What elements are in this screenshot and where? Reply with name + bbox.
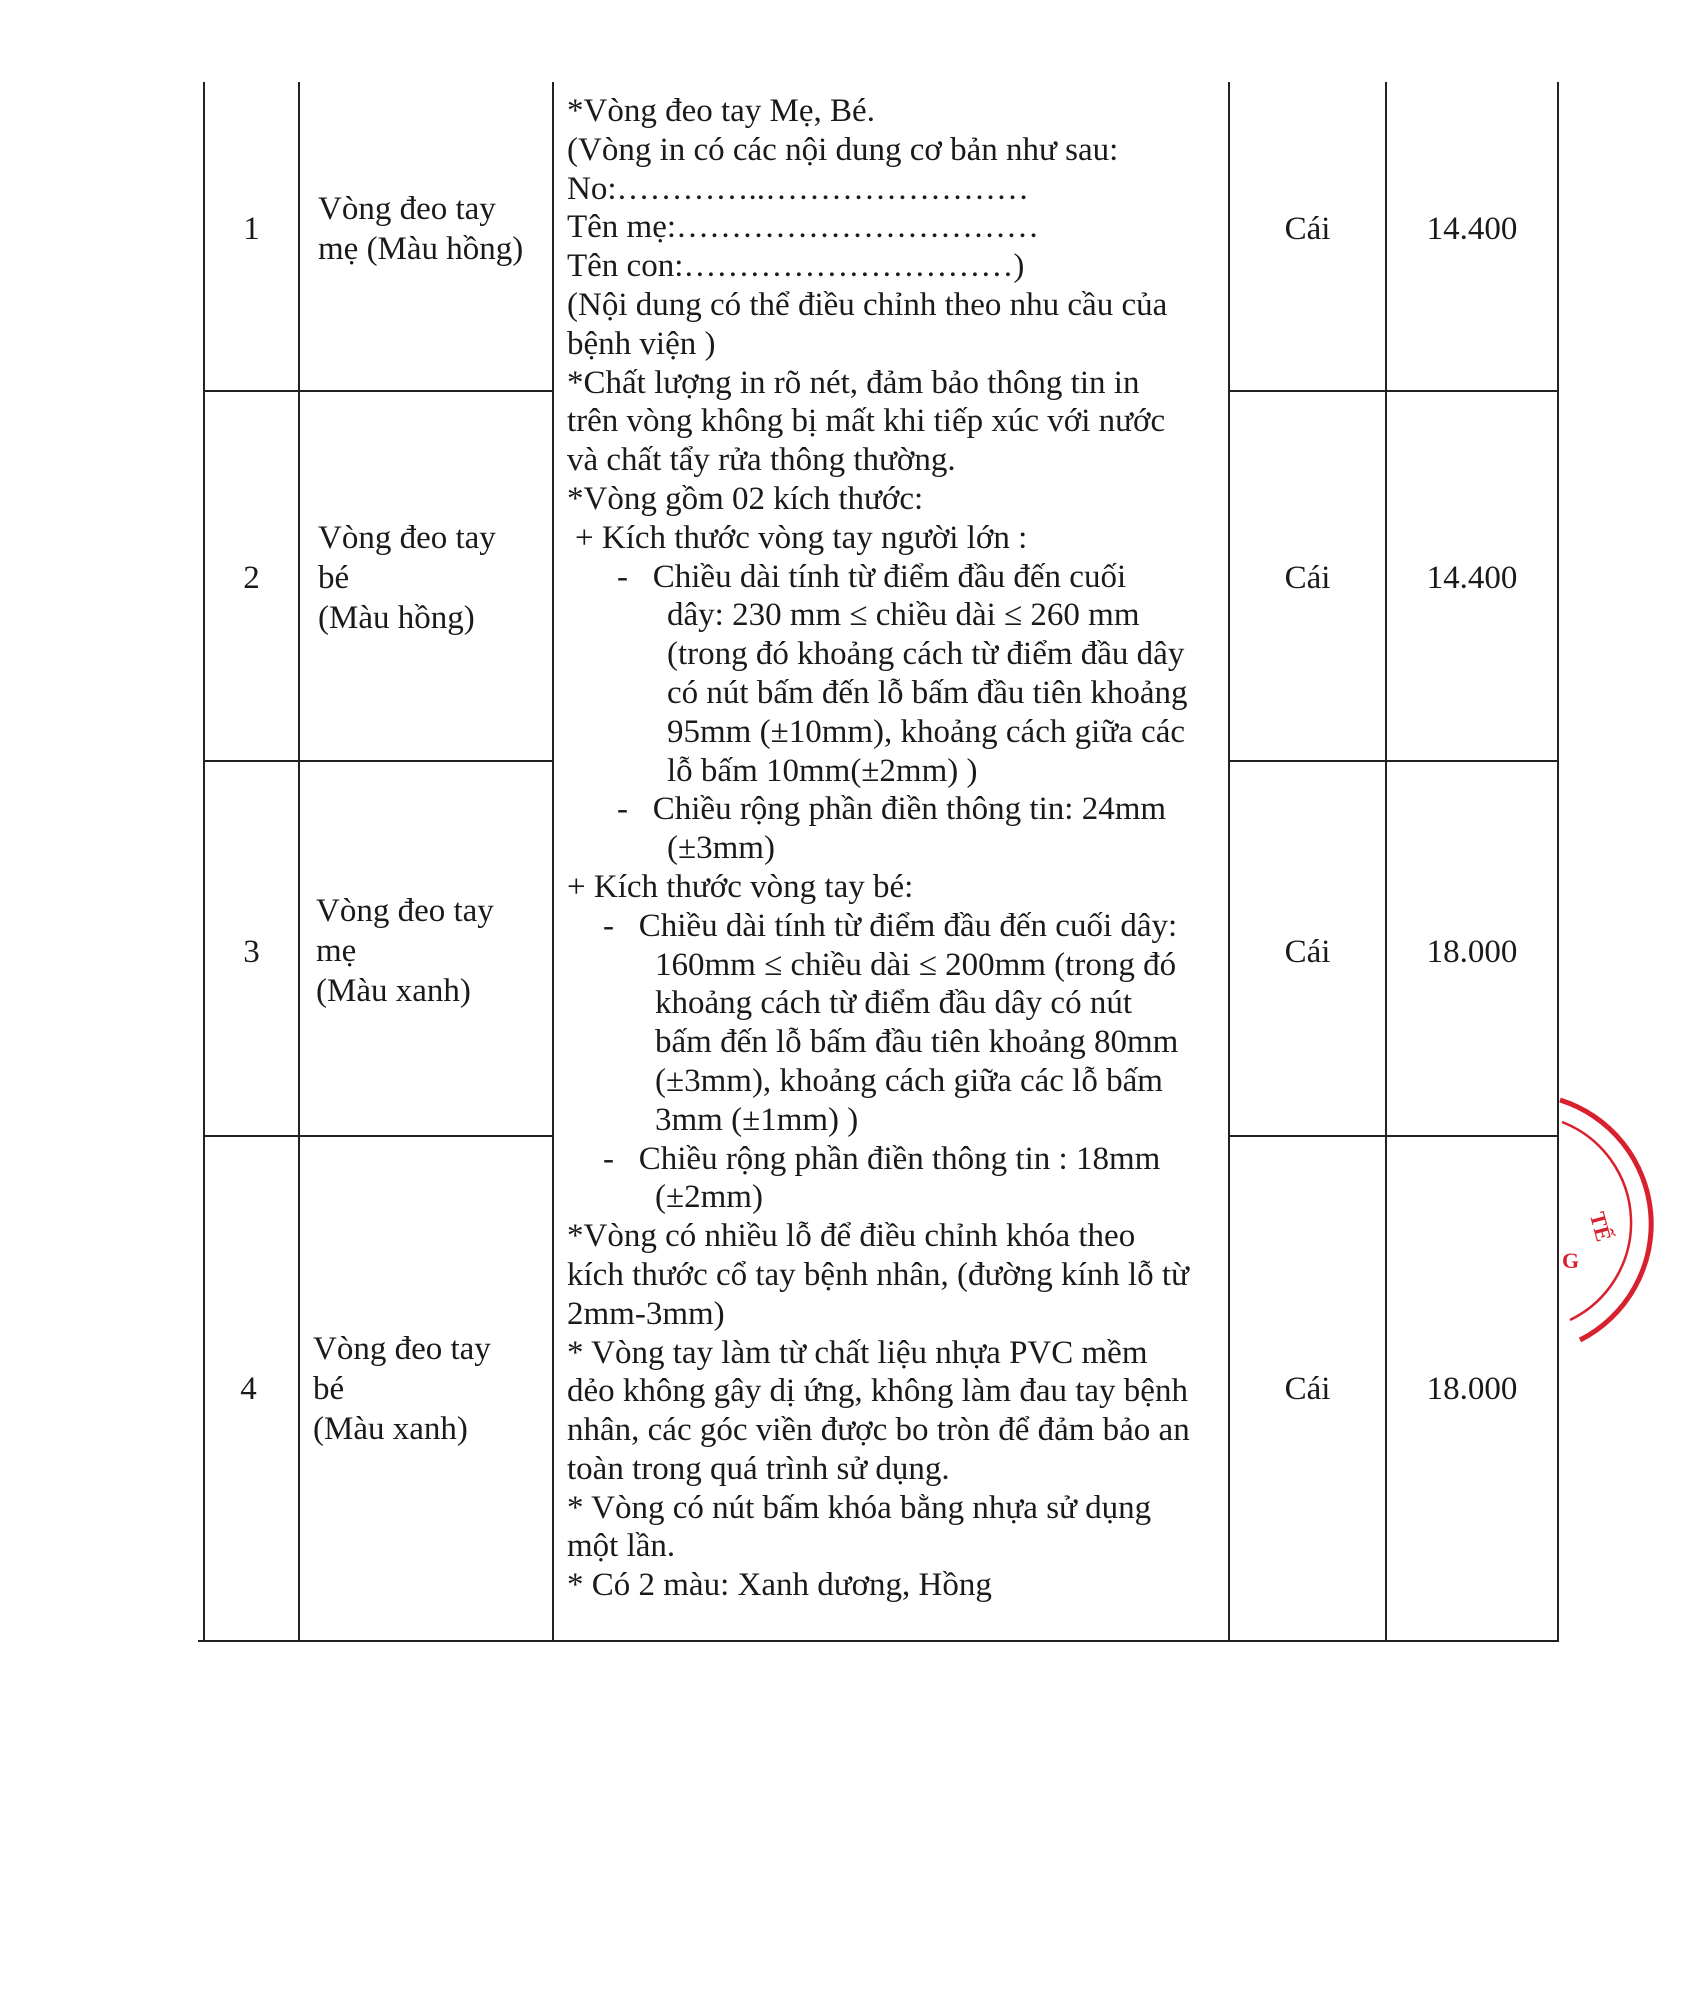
desc-line: 95mm (±10mm), khoảng cách giữa các: [667, 713, 1185, 750]
desc-line: (±3mm), khoảng cách giữa các lỗ bấm: [655, 1062, 1163, 1099]
grid-line-col2: [552, 82, 554, 1642]
desc-line: *Vòng đeo tay Mẹ, Bé.: [567, 93, 875, 129]
row-separator-2b: [1228, 760, 1559, 762]
row-separator-1a: [203, 390, 554, 392]
desc-line: * Vòng có nút bấm khóa bằng nhựa sử dụng: [567, 1489, 1152, 1526]
desc-line: dây: 230 mm ≤ chiều dài ≤ 260 mm: [667, 597, 1140, 634]
desc-line: - Chiều rộng phần điền thông tin : 18mm: [603, 1140, 1161, 1177]
desc-line: * Có 2 màu: Xanh dương, Hồng: [567, 1567, 992, 1604]
row-1-quantity: 14.400: [1426, 211, 1518, 247]
desc-line: Tên con:…………………………): [567, 248, 1025, 285]
desc-line: (Nội dung có thể điều chỉnh theo nhu cầu của: [567, 286, 1168, 323]
desc-line: - Chiều rộng phần điền thông tin: 24mm: [617, 791, 1167, 828]
desc-line: dẻo không gây dị ứng, không làm đau tay bệnh: [567, 1373, 1188, 1410]
row-separator-3b: [1228, 1135, 1559, 1137]
stamp-text-te: TẾ: [1584, 1209, 1617, 1245]
row-2-number: 2: [243, 560, 260, 596]
desc-line: No:…………..……………………: [567, 170, 1029, 207]
desc-line: 3mm (±1mm) ): [655, 1101, 859, 1138]
desc-line: *Vòng có nhiều lỗ để điều chỉnh khóa theo: [567, 1218, 1136, 1255]
desc-line: và chất tẩy rửa thông thường.: [567, 442, 956, 479]
desc-line: (trong đó khoảng cách từ điểm đầu dây: [667, 636, 1185, 673]
red-seal-stamp: [1540, 1090, 1700, 1350]
row-3-unit: Cái: [1284, 934, 1331, 970]
row-3-name: Vòng đeo tay mẹ (Màu xanh): [316, 893, 494, 1009]
row-4-quantity: 18.000: [1426, 1371, 1518, 1407]
grid-line-right: [1557, 82, 1559, 1642]
desc-line: kích thước cổ tay bệnh nhân, (đường kính lỗ từ: [567, 1256, 1189, 1293]
stamp-text-g: G: [1562, 1248, 1580, 1273]
desc-line: bệnh viện ): [567, 325, 716, 362]
row-3-quantity: 18.000: [1426, 934, 1518, 970]
row-2-unit: Cái: [1284, 560, 1331, 596]
table-bottom-border: [198, 1640, 1559, 1642]
row-1-number: 1: [243, 211, 260, 247]
desc-line: có nút bấm đến lỗ bấm đầu tiên khoảng: [667, 674, 1188, 711]
desc-line: (±3mm): [667, 830, 775, 867]
row-4-name: Vòng đeo tay bé (Màu xanh): [313, 1331, 491, 1447]
row-2-quantity: 14.400: [1426, 560, 1518, 596]
row-separator-2a: [203, 760, 554, 762]
desc-line: 2mm-3mm): [567, 1295, 725, 1332]
desc-line: (Vòng in có các nội dung cơ bản như sau:: [567, 131, 1119, 168]
desc-line: toàn trong quá trình sử dụng.: [567, 1450, 950, 1487]
desc-line: bấm đến lỗ bấm đầu tiên khoảng 80mm: [655, 1024, 1179, 1061]
row-2-name: Vòng đeo tay bé (Màu hồng): [318, 520, 496, 636]
desc-line: (±2mm): [655, 1179, 763, 1216]
desc-line: - Chiều dài tính từ điểm đầu đến cuối dây:: [603, 907, 1178, 944]
row-3-number: 3: [243, 934, 260, 970]
desc-line: nhân, các góc viền được bo tròn để đảm bảo an: [567, 1412, 1190, 1449]
product-description: [567, 92, 1217, 1605]
desc-line: 160mm ≤ chiều dài ≤ 200mm (trong đó: [655, 946, 1177, 983]
desc-line: - Chiều dài tính từ điểm đầu đến cuối: [617, 558, 1127, 595]
row-1-name: Vòng đeo tay mẹ (Màu hồng): [318, 191, 524, 267]
desc-line: khoảng cách từ điểm đầu dây có nút: [655, 985, 1132, 1022]
desc-line: *Chất lượng in rõ nét, đảm bảo thông tin in: [567, 364, 1140, 401]
row-4-number: 4: [240, 1371, 257, 1407]
desc-line: trên vòng không bị mất khi tiếp xúc với nước: [567, 403, 1166, 440]
row-separator-3a: [203, 1135, 554, 1137]
row-4-unit: Cái: [1284, 1371, 1331, 1407]
desc-line: * Vòng tay làm từ chất liệu nhựa PVC mềm: [567, 1334, 1148, 1371]
grid-line-col1: [298, 82, 300, 1642]
row-separator-1b: [1228, 390, 1559, 392]
desc-line: *Vòng gồm 02 kích thước:: [567, 480, 924, 517]
desc-line: Tên mẹ:……………………………: [567, 209, 1040, 246]
desc-line: một lần.: [567, 1528, 676, 1565]
desc-line: + Kích thước vòng tay bé:: [567, 868, 914, 905]
desc-line: + Kích thước vòng tay người lớn :: [575, 519, 1028, 556]
desc-line: lỗ bấm 10mm(±2mm) ): [667, 752, 978, 789]
row-1-unit: Cái: [1284, 211, 1331, 247]
